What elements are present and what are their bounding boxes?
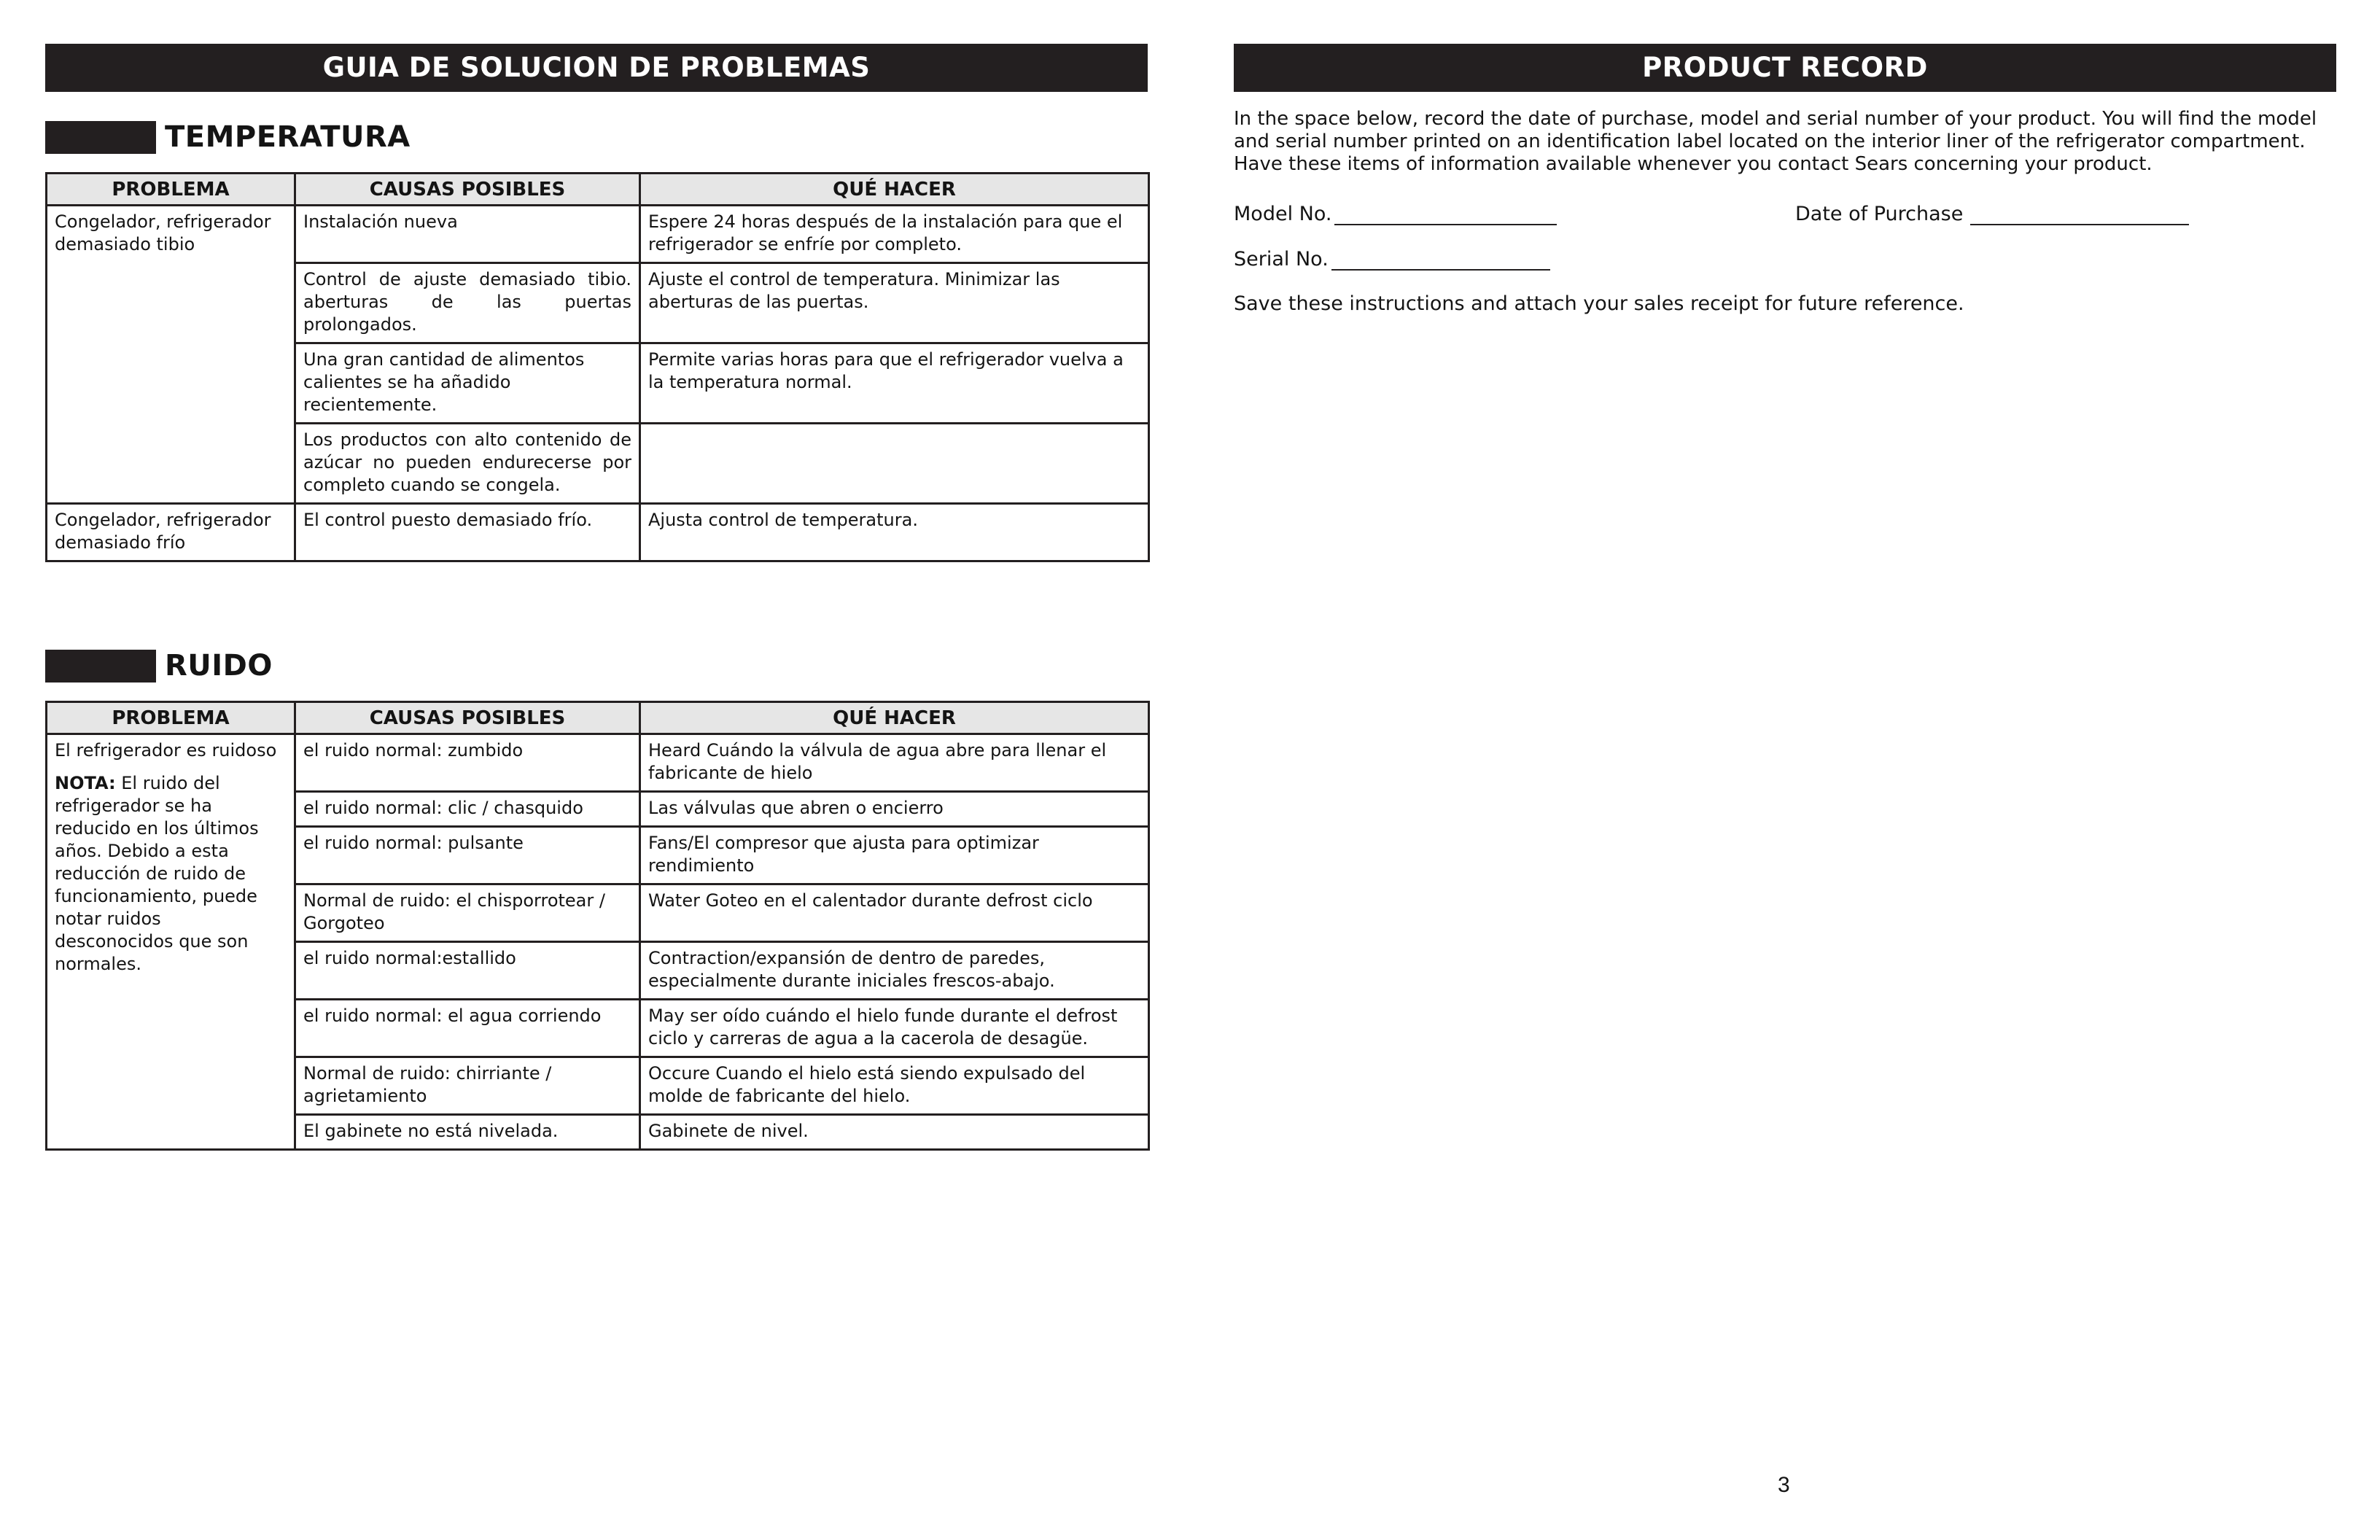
nota-paragraph xyxy=(55,772,284,976)
model-number-label: Model No. xyxy=(1234,203,1332,225)
page-number: 3 xyxy=(1778,1473,1790,1497)
record-field-row xyxy=(1234,202,2336,247)
date-of-purchase-blank-line[interactable] xyxy=(1970,202,2189,225)
cause-cell: El control puesto demasiado frío. xyxy=(295,504,640,561)
table-row xyxy=(47,504,1149,561)
action-cell: Ajuste el control de temperatura. Minimizar las aberturas de las puertas. xyxy=(640,263,1149,343)
noise-section-title: RUIDO xyxy=(165,649,273,682)
cause-cell: el ruido normal: pulsante xyxy=(295,827,640,884)
cause-cell: Control de ajuste demasiado tibio. aberturas de las puertas prolongados. xyxy=(295,263,640,343)
action-cell: Ajusta control de temperatura. xyxy=(640,504,1149,561)
cause-cell: el ruido normal: zumbido xyxy=(295,734,640,792)
serial-number-label: Serial No. xyxy=(1234,248,1329,271)
column-header-problem: PROBLEMA xyxy=(47,702,295,734)
column-header-causes: CAUSAS POSIBLES xyxy=(295,174,640,206)
serial-number-blank-line[interactable] xyxy=(1331,247,1550,271)
troubleshooting-banner: GUIA DE SOLUCION DE PROBLEMAS xyxy=(45,44,1148,92)
noise-problem-text: El refrigerador es ruidoso xyxy=(55,740,277,761)
action-cell: Water Goteo en el calentador durante defrost ciclo xyxy=(640,884,1149,942)
action-cell: Fans/El compresor que ajusta para optimizar rendimiento xyxy=(640,827,1149,884)
temperature-section-title: TEMPERATURA xyxy=(165,120,411,154)
temperature-table xyxy=(45,172,1150,562)
noise-table xyxy=(45,701,1150,1151)
section-marker-bar xyxy=(45,121,156,154)
date-of-purchase-field[interactable] xyxy=(1795,202,2189,225)
cause-cell: Instalación nueva xyxy=(295,206,640,263)
cause-cell: el ruido normal: clic / chasquido xyxy=(295,792,640,827)
problem-cell: Congelador, refrigerador demasiado tibio xyxy=(47,206,295,504)
model-number-field[interactable] xyxy=(1234,202,1795,225)
serial-number-field[interactable] xyxy=(1234,247,1550,271)
action-cell: Occure Cuando el hielo está siendo expulsado del molde de fabricante del hielo. xyxy=(640,1057,1149,1115)
cause-cell: Una gran cantidad de alimentos calientes se ha añadido recientemente. xyxy=(295,343,640,424)
cause-cell: El gabinete no está nivelada. xyxy=(295,1115,640,1150)
noise-section-heading xyxy=(45,648,1148,683)
action-cell xyxy=(640,424,1149,504)
table-header-row xyxy=(47,174,1149,206)
product-record-column xyxy=(1234,44,2336,315)
column-header-causes: CAUSAS POSIBLES xyxy=(295,702,640,734)
table-header-row xyxy=(47,702,1149,734)
column-header-action: QUÉ HACER xyxy=(640,702,1149,734)
save-instructions-note: Save these instructions and attach your sales receipt for future reference. xyxy=(1234,292,1964,315)
cause-cell: Normal de ruido: chirriante / agrietamiento xyxy=(295,1057,640,1115)
action-cell: Gabinete de nivel. xyxy=(640,1115,1149,1150)
nota-label: NOTA: xyxy=(55,773,116,793)
action-cell: Espere 24 horas después de la instalación para que el refrigerador se enfríe por completo. xyxy=(640,206,1149,263)
nota-text: El ruido del refrigerador se ha reducido en los últimos años. Debido a esta reducción de ruido de funcionamiento, puede notar ruidos desconocidos que son normales. xyxy=(55,773,259,974)
action-cell: Las válvulas que abren o encierro xyxy=(640,792,1149,827)
action-cell: Contraction/expansión de dentro de paredes, especialmente durante iniciales frescos-abajo. xyxy=(640,942,1149,1000)
model-number-blank-line[interactable] xyxy=(1334,202,1557,225)
section-marker-bar xyxy=(45,650,156,682)
action-cell: May ser oído cuándo el hielo funde durante el defrost ciclo y carreras de agua a la cacerola de desagüe. xyxy=(640,1000,1149,1057)
product-record-banner: PRODUCT RECORD xyxy=(1234,44,2336,92)
cause-cell: Los productos con alto contenido de azúcar no pueden endurecerse por completo cuando se congela. xyxy=(295,424,640,504)
troubleshooting-column xyxy=(45,44,1148,1151)
cause-cell: el ruido normal: el agua corriendo xyxy=(295,1000,640,1057)
date-of-purchase-label: Date of Purchase xyxy=(1795,203,1964,225)
cause-cell: el ruido normal:estallido xyxy=(295,942,640,1000)
record-fields xyxy=(1234,202,2336,292)
product-record-intro: In the space below, record the date of purchase, model and serial number of your product. You will find the model and serial number printed on an identification label located on the interior liner of the refrigerator compartment. Have these items of information available whenever you contact Sears concerning your product. xyxy=(1234,108,2317,175)
problem-cell: Congelador, refrigerador demasiado frío xyxy=(47,504,295,561)
table-row xyxy=(47,206,1149,263)
record-field-row xyxy=(1234,247,2336,292)
table-row xyxy=(47,734,1149,792)
temperature-section-heading xyxy=(45,120,1148,155)
action-cell: Permite varias horas para que el refrigerador vuelva a la temperatura normal. xyxy=(640,343,1149,424)
column-header-action: QUÉ HACER xyxy=(640,174,1149,206)
column-header-problem: PROBLEMA xyxy=(47,174,295,206)
cause-cell: Normal de ruido: el chisporrotear / Gorgoteo xyxy=(295,884,640,942)
problem-cell xyxy=(47,734,295,1150)
action-cell: Heard Cuándo la válvula de agua abre para llenar el fabricante de hielo xyxy=(640,734,1149,792)
